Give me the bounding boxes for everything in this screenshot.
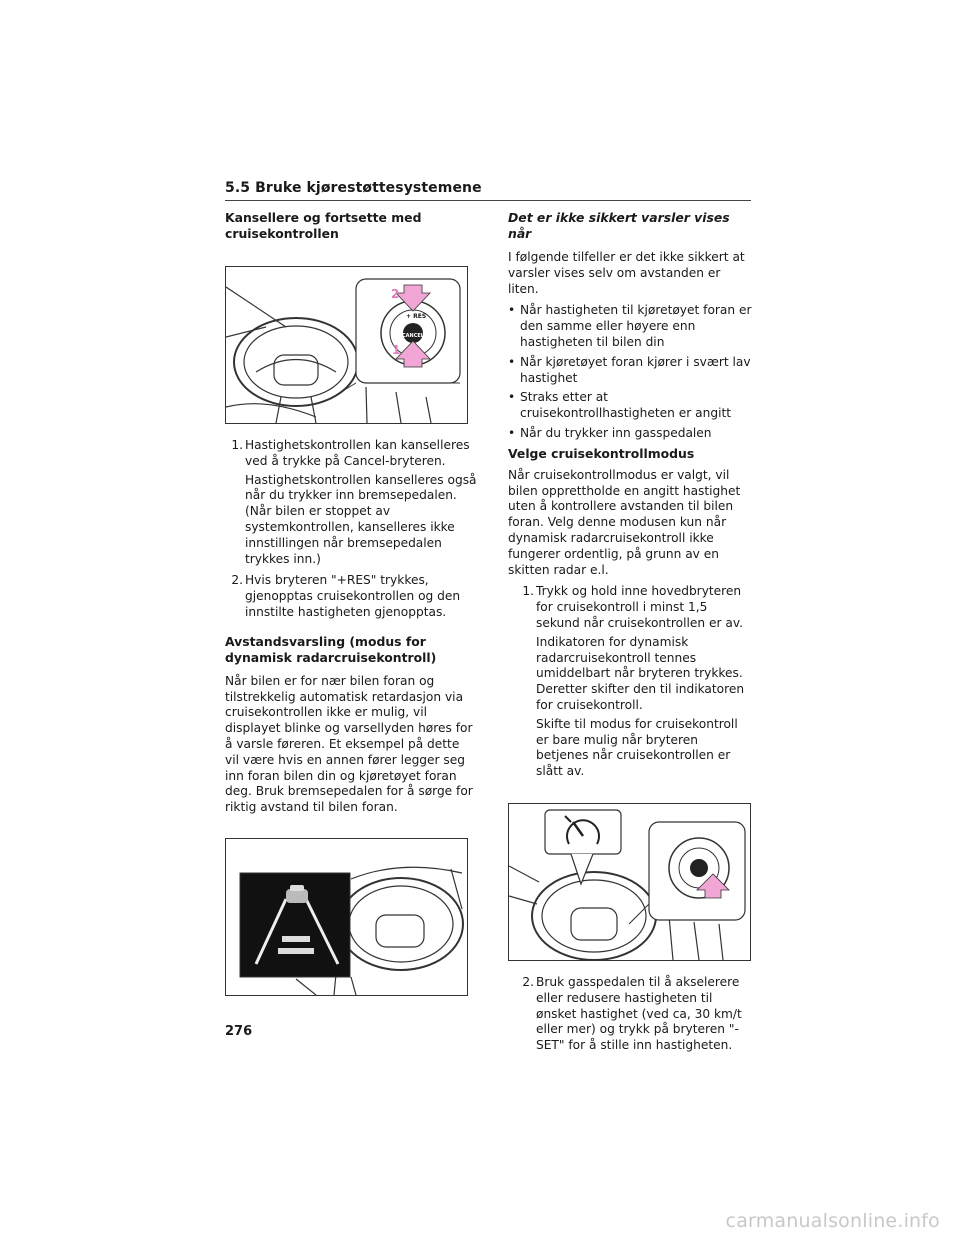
header-divider	[225, 200, 751, 201]
list-item-text: Straks etter at cruisekontrollhastigheten er angitt	[520, 390, 732, 421]
page-number: 276	[225, 1024, 253, 1039]
section-distance-warning-body: Når bilen er for nær bilen foran og tilstrekkelig automatisk retardasjon via cruisekontrollen ikke er mulig, vil displayet blinke og varsellyden høres for å varsle føreren. Et eksempel på dette vil være hvis en annen fører legger seg inn foran bilen din og kjøretøyet foran deg. Bruk bremsepedalen for å sørge for riktig avstand til bilen foran.	[225, 673, 473, 815]
display-illustration	[226, 839, 467, 995]
step-1	[225, 438, 477, 570]
section-cancel-resume-title: Kansellere og fortsette med cruisekontrollen	[225, 210, 422, 241]
list-item: • Straks etter at cruisekontrollhastigheten er angitt	[508, 390, 754, 422]
step-note: Indikatoren for dynamisk radarcruisekontroll tennes umiddelbart når bryteren trykkes. Deretter skifter den til indikatoren for cruisekontroll.	[536, 634, 745, 712]
section-warnings-may-not-show-title: Det er ikke sikkert varsler vises når	[508, 210, 730, 241]
mode-step-2	[516, 975, 754, 1057]
list-item-text: Når kjøretøyet foran kjører i svært lav hastighet	[520, 354, 751, 385]
step-text: Hvis bryteren "+RES" trykkes, gjenopptas cruisekontrollen og den innstilte hastigheten gjenopptas.	[245, 573, 461, 619]
list-item: • Når du trykker inn gasspedalen	[508, 425, 712, 440]
marker-2: 2	[391, 287, 400, 301]
step-note: Hastighetskontrollen kanselleres også når du trykker inn bremsepedalen. (Når bilen er stoppet av systemkontrollen, kanselleres ikke innstillingen når bremsepedalen trykkes inn.)	[245, 472, 477, 566]
list-item: • Når kjøretøyet foran kjører i svært lav hastighet	[508, 355, 754, 387]
figure-cruise-indicator	[508, 803, 751, 961]
step-number: 2.	[231, 573, 243, 588]
left-column	[225, 210, 477, 1010]
step-text: Trykk og hold inne hovedbryteren for cruisekontroll i minst 1,5 sekund når cruisekontrollen er av.	[536, 584, 743, 630]
steering-wheel-illustration	[226, 267, 467, 423]
warning-exceptions-list	[508, 303, 754, 441]
section-select-mode-body: Når cruisekontrollmodus er valgt, vil bilen opprettholde en angitt hastighet uten å kontrollere avstanden til bilen foran. Velg denne modusen kun når dynamisk radarcruisekontroll ikke fungerer ordentlig, på grunn av en skitten radar e.l.	[508, 467, 741, 577]
step-number: 1.	[522, 584, 534, 599]
section-distance-warning-title: Avstandsvarsling (modus for dynamisk radarcruisekontroll)	[225, 633, 437, 665]
step-text: Hastighetskontrollen kan kanselleres ved å trykke på Cancel-bryteren.	[245, 438, 470, 468]
step-text: Bruk gasspedalen til å akselerere eller redusere hastigheten til ønsket hastighet (ved ca, 30 km/t eller mer) og trykk på bryteren "-SET" for å stille inn hastigheten.	[536, 974, 742, 1053]
right-column	[508, 210, 754, 1060]
res-label: + RES	[406, 313, 427, 320]
chapter-title: 5.5 Bruke kjørestøttesystemene	[225, 180, 482, 196]
section-warnings-intro: I følgende tilfeller er det ikke sikkert at varsler vises selv om avstanden er liten.	[508, 250, 745, 296]
step-2	[225, 573, 477, 623]
list-item: • Når hastigheten til kjøretøyet foran er den samme eller høyere enn hastigheten til bilen din	[508, 303, 754, 350]
step-number: 2.	[522, 974, 534, 989]
cancel-label: CANCEL	[402, 333, 424, 339]
marker-1: 1	[392, 343, 401, 357]
section-select-mode-title: Velge cruisekontrollmodus	[508, 445, 695, 461]
mode-step-1	[516, 584, 754, 783]
cruise-indicator-illustration	[509, 804, 750, 960]
step-number: 1.	[231, 438, 243, 452]
list-item-text: Når du trykker inn gasspedalen	[520, 425, 712, 440]
figure-steering-switch	[225, 266, 468, 424]
list-item-text: Når hastigheten til kjøretøyet foran er den samme eller høyere enn hastigheten til bilen din	[520, 303, 752, 349]
switch-callout	[629, 822, 745, 924]
step-note: Skifte til modus for cruisekontroll er bare mulig når bryteren betjenes når cruisekontrollen er slått av.	[536, 716, 738, 779]
watermark: carmanualsonline.info	[725, 1210, 940, 1232]
figure-distance-warning-display	[225, 838, 468, 996]
